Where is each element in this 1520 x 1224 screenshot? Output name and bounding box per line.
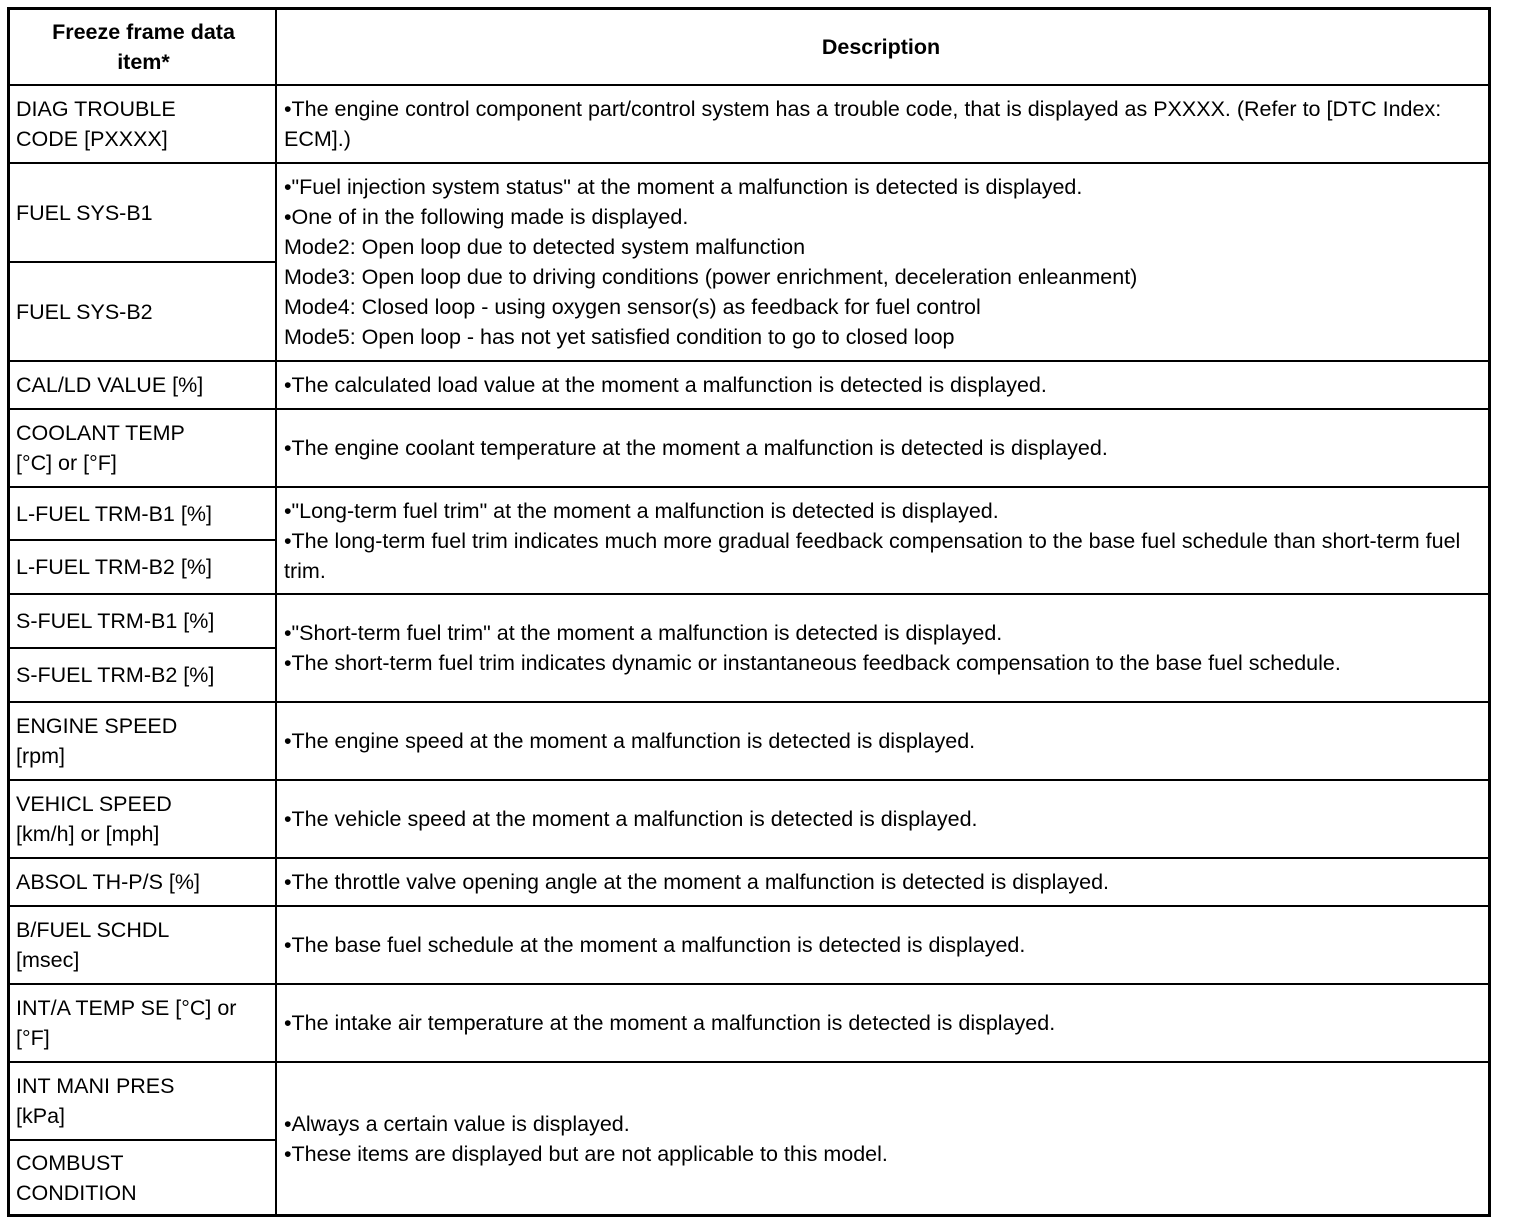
- description-text: •The engine speed at the moment a malfunction is detected is displayed.: [284, 729, 976, 753]
- table-row-item: [10, 907, 275, 983]
- table-row-description: [277, 985, 1488, 1061]
- header-item-label: Freeze frame data item*: [52, 20, 241, 74]
- table-row-item: [10, 985, 275, 1061]
- description-text: •One of in the following made is displayed.: [284, 205, 689, 229]
- table-row-description: [277, 595, 1488, 701]
- description-text: •Always a certain value is displayed.: [284, 1111, 630, 1136]
- description-text: •These items are displayed but are not applicable to this model.: [284, 1141, 888, 1166]
- item-label: FUEL SYS-B2: [16, 299, 153, 324]
- mode-text: Mode4: Closed loop - using oxygen sensor(s) as feedback for fuel control: [284, 295, 981, 319]
- description-text: •The vehicle speed at the moment a malfunction is detected is displayed.: [284, 807, 978, 831]
- table-row-item: [10, 541, 275, 593]
- table-row-item: [10, 595, 275, 647]
- table-row-description: [277, 86, 1488, 162]
- item-label: S-FUEL TRM-B1 [%]: [16, 609, 215, 633]
- item-label: ABSOL TH-P/S [%]: [16, 870, 200, 894]
- item-label: FUEL SYS-B1: [16, 200, 153, 225]
- table-row-description: [277, 164, 1488, 360]
- description-text: •The engine coolant temperature at the moment a malfunction is detected is displayed.: [284, 436, 1108, 460]
- description-text: •"Short-term fuel trim" at the moment a malfunction is detected is displayed.: [284, 621, 1003, 645]
- table-row-item: [10, 781, 275, 857]
- item-label: INT/A TEMP SE [°C] or [°F]: [16, 996, 243, 1050]
- item-label: DIAG TROUBLE CODE [PXXXX]: [16, 97, 182, 151]
- description-text: •The calculated load value at the moment a malfunction is detected is displayed.: [284, 373, 1047, 397]
- table-row-description: [277, 488, 1488, 593]
- table-row-description: [277, 1063, 1488, 1214]
- item-label: L-FUEL TRM-B1 [%]: [16, 501, 212, 526]
- table-row-description: [277, 859, 1488, 905]
- table-row-item: [10, 164, 275, 261]
- table-row-description: [277, 703, 1488, 779]
- description-text: •The short-term fuel trim indicates dynamic or instantaneous feedback compensation to the base fuel schedule.: [284, 651, 1341, 675]
- header-description-label: Description: [821, 35, 941, 59]
- header-item: [10, 10, 275, 84]
- mode-text: Mode3: Open loop due to driving conditions (power enrichment, deceleration enleanment): [284, 265, 1138, 289]
- mode-text: Mode2: Open loop due to detected system malfunction: [284, 235, 806, 259]
- item-label: COMBUST CONDITION: [16, 1150, 137, 1205]
- item-label: B/FUEL SCHDL [msec]: [16, 918, 175, 972]
- table-row-description: [277, 362, 1488, 408]
- table-row-item: [10, 86, 275, 162]
- table-row-item: [10, 488, 275, 539]
- item-label: CAL/LD VALUE [%]: [16, 373, 204, 397]
- table-row-item: [10, 649, 275, 701]
- item-label: COOLANT TEMP [°C] or [°F]: [16, 421, 191, 475]
- description-text: •The engine control component part/control system has a trouble code, that is displayed as PXXXX. (Refer to [DTC Index: ECM].): [284, 97, 1448, 151]
- table-row-item: [10, 859, 275, 905]
- table-row-description: [277, 781, 1488, 857]
- mode-text: Mode5: Open loop - has not yet satisfied condition to go to closed loop: [284, 325, 955, 349]
- table-row-item: [10, 362, 275, 408]
- item-label: L-FUEL TRM-B2 [%]: [16, 555, 212, 579]
- description-text: •The long-term fuel trim indicates much more gradual feedback compensation to the base fuel schedule than short-term fuel trim.: [284, 528, 1467, 583]
- item-label: S-FUEL TRM-B2 [%]: [16, 663, 215, 687]
- freeze-frame-data-table: [7, 7, 1491, 1217]
- item-label: ENGINE SPEED [rpm]: [16, 714, 184, 768]
- table-row-item: [10, 1063, 275, 1139]
- table-row-description: [277, 907, 1488, 983]
- table-row-description: [277, 410, 1488, 486]
- description-text: •The base fuel schedule at the moment a malfunction is detected is displayed.: [284, 933, 1026, 957]
- table-row-item: [10, 410, 275, 486]
- table-row-item: [10, 703, 275, 779]
- item-label: INT MANI PRES [kPa]: [16, 1074, 181, 1128]
- description-text: •The throttle valve opening angle at the moment a malfunction is detected is displayed.: [284, 870, 1110, 894]
- table-row-item: [10, 1141, 275, 1214]
- header-description: [277, 10, 1488, 84]
- description-text: •"Long-term fuel trim" at the moment a malfunction is detected is displayed.: [284, 498, 999, 523]
- description-text: •The intake air temperature at the moment a malfunction is detected is displayed.: [284, 1011, 1056, 1035]
- description-text: •"Fuel injection system status" at the moment a malfunction is detected is displayed.: [284, 175, 1083, 199]
- table-row-item: [10, 263, 275, 360]
- item-label: VEHICL SPEED [km/h] or [mph]: [16, 792, 178, 846]
